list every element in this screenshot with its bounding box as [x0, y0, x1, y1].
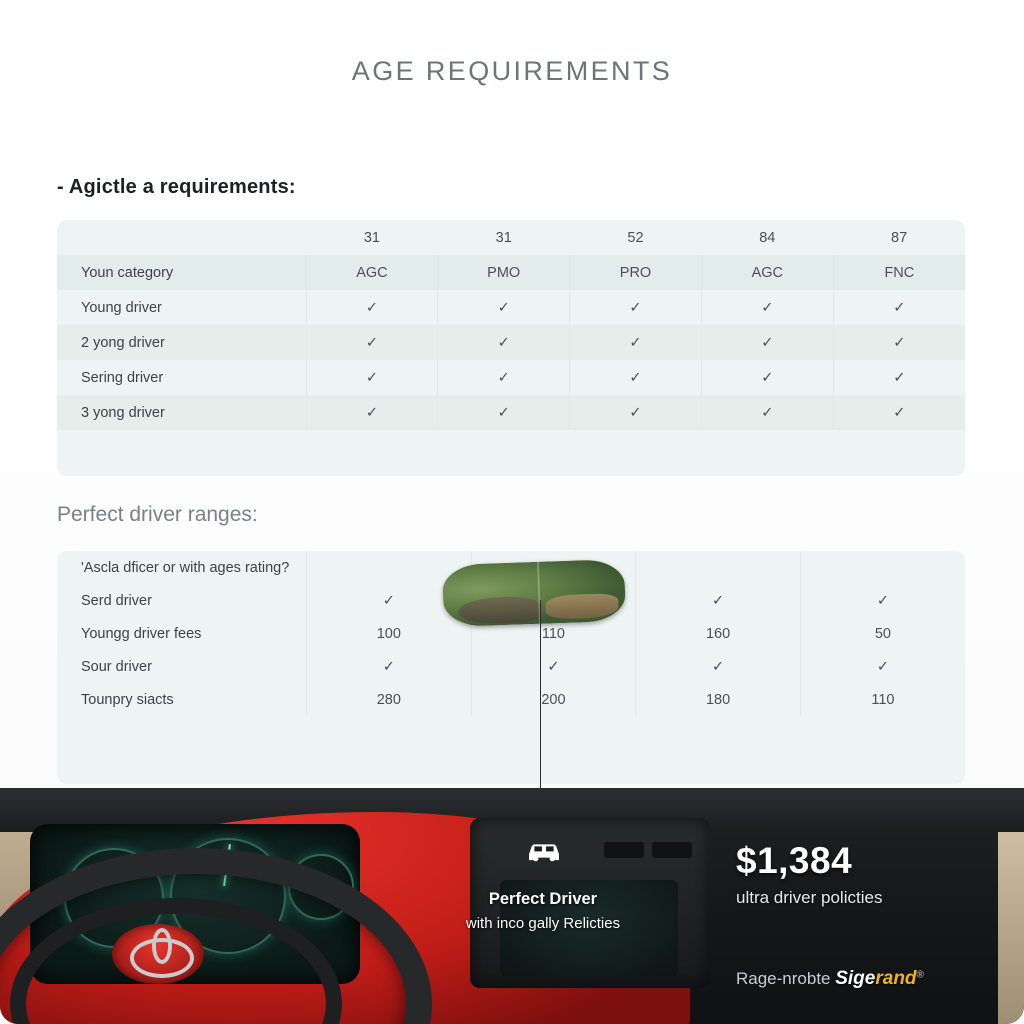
row-label: Young driver [81, 299, 162, 316]
brand-mark-part-a: Sige [835, 968, 876, 989]
value-cell: 100 [307, 617, 472, 650]
row-label: 2 yong driver [57, 325, 306, 360]
check-icon: ✓ [438, 325, 570, 360]
table-row [57, 360, 965, 395]
value-cell: 110 [800, 683, 965, 716]
callout-text [425, 886, 661, 936]
check-icon: ✓ [701, 325, 833, 360]
table-row [57, 290, 965, 325]
page-title: AGE REQUIREMENTS [351, 56, 673, 86]
check-icon: ✓ [306, 395, 438, 430]
brand-mark [835, 968, 916, 989]
price-caption: ultra driver policties [736, 888, 883, 907]
check-icon: ✓ [570, 360, 702, 395]
value-cell: 180 [636, 683, 801, 716]
check-icon: ✓ [471, 650, 636, 683]
check-icon: ✓ [701, 395, 833, 430]
row-label: Sering driver [81, 369, 164, 386]
check-icon: ✓ [438, 395, 570, 430]
check-icon: ✓ [570, 395, 702, 430]
value-cell: 110 [471, 617, 636, 650]
car-icon [524, 836, 564, 866]
cell [636, 551, 801, 584]
check-icon: ✓ [833, 360, 965, 395]
mirror-road [545, 594, 619, 620]
cell [800, 551, 965, 584]
mirror-rock [458, 596, 543, 625]
callout-line-1: Perfect Driver [488, 890, 598, 908]
column-header: PRO [570, 255, 702, 290]
check-icon: ✓ [800, 584, 965, 617]
section-title: - Agictle a requirements: [57, 176, 296, 198]
price-amount: $1,384 [736, 840, 853, 881]
column-header: Youn category [57, 255, 306, 290]
question-label: 'Ascla dficer or with ages rating? [81, 559, 290, 576]
table-row-numbers [57, 220, 965, 255]
table-row [57, 395, 965, 430]
row-label: Youngg driver fees [81, 625, 202, 642]
cell: 52 [627, 229, 644, 246]
check-icon: ✓ [833, 290, 965, 325]
column-header: PMO [438, 255, 570, 290]
cell: 31 [363, 229, 380, 246]
cell: 87 [891, 229, 908, 246]
cell [57, 220, 306, 255]
check-icon: ✓ [306, 360, 438, 395]
cell: 31 [495, 229, 512, 246]
value-cell: 50 [800, 617, 965, 650]
check-icon: ✓ [570, 325, 702, 360]
check-icon: ✓ [307, 584, 472, 617]
column-header: FNC [833, 255, 965, 290]
check-icon: ✓ [307, 650, 472, 683]
registered-mark: ® [916, 969, 924, 981]
spacer [57, 430, 965, 465]
cell: 84 [759, 229, 776, 246]
table-row [57, 325, 965, 360]
brand-prefix: Rage-nrobte [736, 969, 836, 988]
value-cell: 200 [471, 683, 636, 716]
age-requirements-table [57, 220, 965, 476]
column-header: AGC [701, 255, 833, 290]
column-header: AGC [306, 255, 438, 290]
row-label: Serd driver [81, 592, 152, 609]
rearview-mirror-image [442, 559, 626, 627]
check-icon: ✓ [636, 650, 801, 683]
value-cell: 280 [307, 683, 472, 716]
check-icon: ✓ [438, 290, 570, 325]
check-icon: ✓ [636, 584, 801, 617]
check-icon: ✓ [438, 360, 570, 395]
check-icon: ✓ [800, 650, 965, 683]
check-icon: ✓ [306, 325, 438, 360]
brand-mark-part-b: rand [875, 968, 917, 989]
callout-line-2: with inco gally Relicties [465, 915, 621, 933]
table-row [57, 650, 965, 683]
table-row [57, 683, 965, 716]
sub-section-title: Perfect driver ranges: [57, 503, 258, 526]
row-label: 3 yong driver [57, 395, 306, 430]
check-icon: ✓ [833, 325, 965, 360]
check-icon: ✓ [306, 290, 438, 325]
row-label: Sour driver [81, 658, 152, 675]
air-vent [604, 842, 644, 858]
check-icon: ✓ [833, 395, 965, 430]
row-label: Tounpry siacts [81, 691, 174, 708]
check-icon: ✓ [701, 290, 833, 325]
brand-lockup [736, 968, 924, 990]
check-icon: ✓ [570, 290, 702, 325]
table-spacer-row [57, 430, 965, 465]
check-icon: ✓ [701, 360, 833, 395]
car-emblem [112, 924, 204, 984]
table-header-row [57, 255, 965, 290]
value-cell: 160 [636, 617, 801, 650]
air-vent [652, 842, 692, 858]
